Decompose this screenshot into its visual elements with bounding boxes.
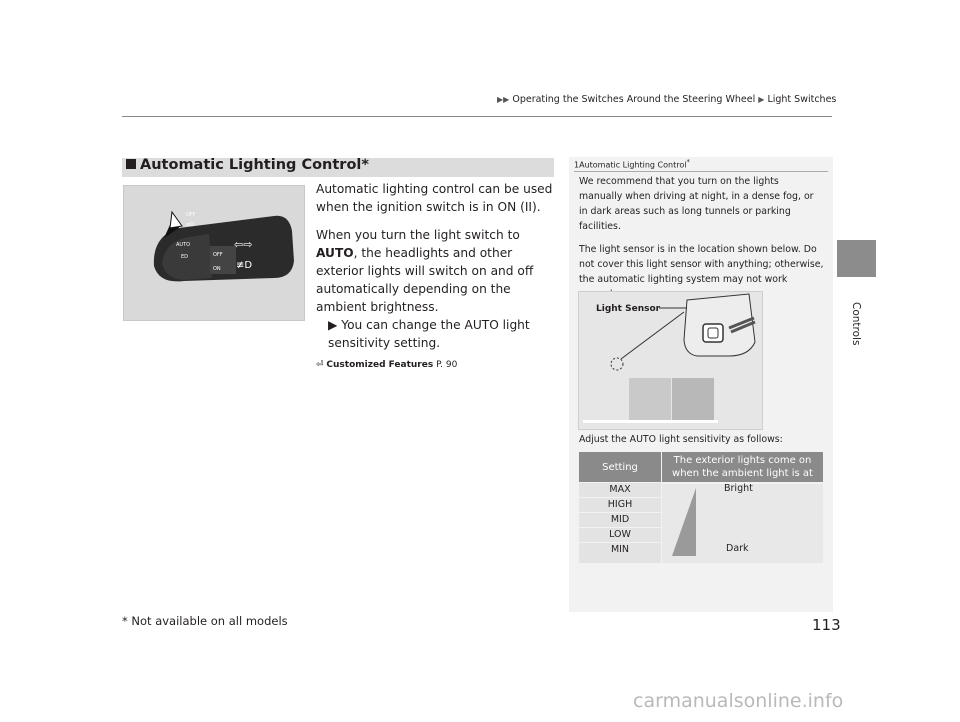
- footnote: * Not available on all models: [122, 614, 288, 628]
- sensor-location-icon: [611, 358, 623, 370]
- scale-bright-label: Bright: [724, 483, 753, 494]
- light-sensor-illustration: [578, 291, 763, 430]
- sensor-callout-label: Light Sensor: [596, 304, 661, 314]
- chapter-tab-text: Controls: [850, 302, 862, 346]
- section-body: [316, 180, 556, 374]
- header-rule: [122, 116, 832, 117]
- stalk-label-dim: ≡D: [186, 222, 195, 228]
- note-rule: [574, 171, 828, 172]
- breadcrumb-arrow-icon: ▶: [758, 95, 765, 104]
- section-title: [126, 157, 369, 173]
- note-body: [579, 174, 825, 310]
- section-title-text: Automatic Lighting Control: [140, 157, 362, 173]
- reference-icon: ⏎: [316, 360, 327, 370]
- table-row: LOW: [579, 528, 661, 542]
- note-paragraph-1: We recommend that you turn on the lights manually when driving at night, in a dense fog, or in dark areas such as long tunnels or parking facilities.: [579, 176, 814, 232]
- stalk-label-fog-on: ON: [213, 266, 221, 272]
- auto-keyword: AUTO: [316, 246, 354, 260]
- watermark: carmanualsonline.info: [633, 690, 844, 712]
- svg-text:⇦⇨: ⇦⇨: [234, 238, 253, 251]
- table-row: HIGH: [579, 498, 661, 512]
- note-paragraph-2: The light sensor is in the location shown below. Do not cover this light sensor with anything; otherwise, the automatic lighting system may not work: [579, 244, 824, 285]
- chapter-tab-label[interactable]: [840, 302, 874, 362]
- breadcrumb: [497, 94, 836, 105]
- page-number: 113: [812, 616, 841, 634]
- table-row: MAX: [579, 483, 661, 497]
- note-index-icon: 1: [574, 160, 580, 170]
- svg-text:≢D: ≢D: [236, 260, 253, 271]
- table-row: MIN: [579, 543, 661, 563]
- stalk-label-fog-off: OFF: [213, 252, 223, 258]
- table-header-ambient: The exterior lights come on when the ambient light is at: [662, 452, 823, 482]
- body-paragraph-2: When you turn the light switch to AUTO, the headlights and other exterior lights will switch on and off automatically depending on the ambient brightness.: [316, 228, 534, 314]
- note-heading: 1Automatic Lighting Control*: [574, 158, 690, 170]
- section-square-icon: [126, 159, 136, 169]
- light-switch-illustration: [123, 185, 305, 321]
- stalk-label-off: OFF: [186, 212, 196, 218]
- section-asterisk: *: [361, 157, 369, 173]
- light-stalk-icon: [124, 186, 304, 320]
- scale-dark-label: Dark: [726, 543, 749, 554]
- chapter-tab-marker: [837, 240, 876, 277]
- table-header-setting: Setting: [579, 452, 661, 482]
- subnote-arrow-icon: ▶: [328, 318, 342, 332]
- adjust-instruction: Adjust the AUTO light sensitivity as follows:: [579, 434, 783, 445]
- breadcrumb-arrow-icon: ▶▶: [497, 95, 510, 104]
- cross-reference-link[interactable]: ⏎ Customized Features P. 90: [316, 360, 458, 370]
- stalk-label-park: ED: [181, 254, 189, 260]
- stalk-label-auto: AUTO: [176, 242, 191, 248]
- breadcrumb-item-2[interactable]: Light Switches: [767, 94, 837, 105]
- body-paragraph-1: Automatic lighting control can be used when the ignition switch is in ON (II).: [316, 182, 553, 214]
- table-row: MID: [579, 513, 661, 527]
- body-subnote: ▶ You can change the AUTO light sensitivity setting.: [328, 318, 530, 350]
- breadcrumb-item-1[interactable]: Operating the Switches Around the Steering Wheel: [512, 94, 756, 105]
